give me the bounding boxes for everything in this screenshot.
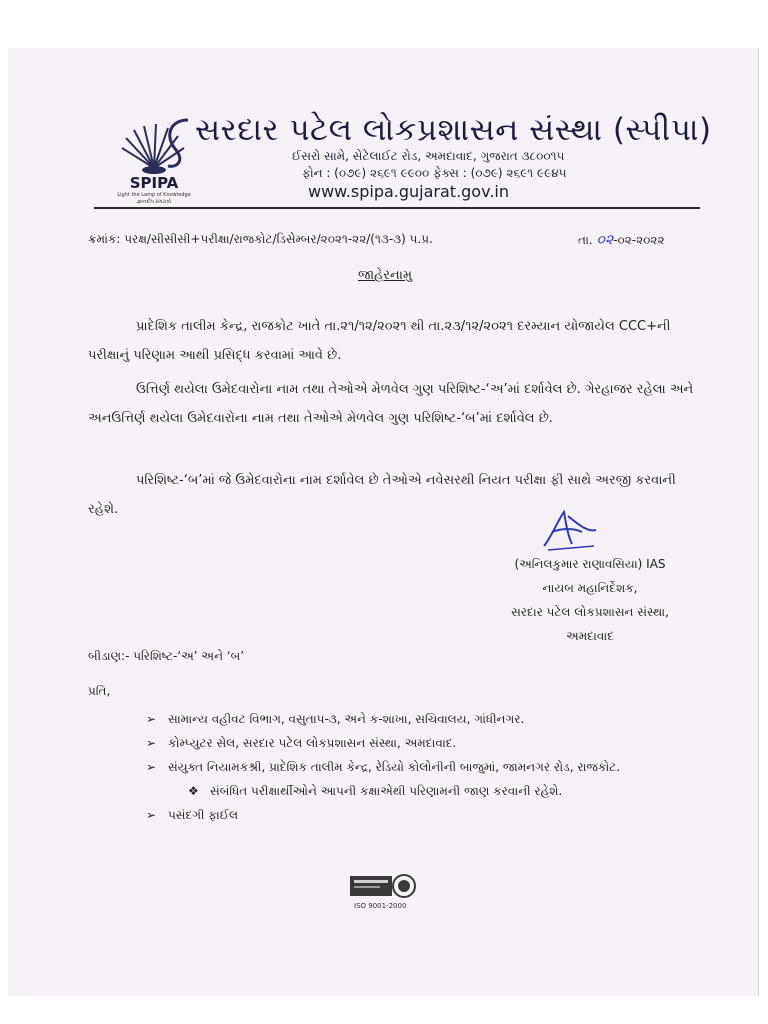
date-prefix: તા. — [578, 233, 593, 247]
recipient-text: પસંદગી ફાઈલ — [168, 808, 239, 822]
signature-block — [470, 552, 710, 648]
list-item — [146, 731, 626, 755]
svg-text:જ્ઞાનદીપ પ્રગટાવો: જ્ઞાનદીપ પ્રગટાવો — [137, 199, 171, 205]
recipient-text: સામાન્ય વહીવટ વિભાગ, વસુતાપ-૩, અને ક-શાખા, સચિવાલય, ગાંધીનગર. — [168, 712, 525, 726]
svg-text:Light the Lamp of Knowledge: Light the Lamp of Knowledge — [117, 192, 191, 198]
reference-number: ક્રમાંક: પરક્ષ/સીસીસી+પરીક્ષા/રાજકોટ/ડિસેમ્બર/૨૦૨૧-૨૨/(૧૩-૩) પ.પ્ર. — [88, 232, 433, 246]
signatory-city: અમદાવાદ — [566, 629, 614, 643]
arrow-bullet-icon: ➢ — [146, 736, 157, 750]
list-item — [146, 755, 626, 779]
header-divider — [94, 207, 700, 209]
org-website-link[interactable]: www.spipa.gujarat.gov.in — [308, 182, 509, 201]
arrow-bullet-icon: ➢ — [146, 760, 157, 774]
recipient-list — [146, 707, 626, 827]
enclosure-line: બીડાણ:- પરિશિષ્ટ-‘અ’ અને ‘બ’ — [88, 649, 245, 663]
paragraph-result-announcement: પ્રાદેશિક તાલીમ કેન્દ્ર, રાજકોટ ખાતે તા.૨૧/૧૨/૨૦૨૧ થી તા.૨૩/૧૨/૨૦૨૧ દરમ્યાન યોજાયેલ CCC+ની પરીક્ષાનું પરિણામ આથી પ્રસિદ્ધ કરવામાં આવે છે. — [88, 319, 671, 363]
org-title: સરદાર પટેલ લોકપ્રશાસન સંસ્થા (સ્પીપા) — [195, 112, 712, 148]
letter-date — [578, 232, 665, 248]
recipient-text: સંયુક્ત નિયામકશ્રી, પ્રાદેશિક તાલીમ કેન્દ્ર, રેડિયો કોલોનીની બાજુમાં, જામનગર રોડ, રાજકોટ. — [168, 760, 621, 774]
list-item — [146, 803, 626, 827]
paragraph-annexures: ઉત્તિર્ણ થયેલા ઉમેદવારોના નામ તથા તેઓએ મેળવેલ ગુણ પરિશિષ્ટ-‘અ’માં દર્શાવેલ છે. ગેરહાજર રહેલા અને અનઉત્તિર્ણ થયેલા ઉમેદવારોના નામ તથા તેઓએ મેળવેલ ગુણ પરિશિષ્ટ-‘બ’માં દર્શાવેલ છે. — [88, 382, 694, 426]
signatory-name: (અનિલકુમાર રાણાવસિયા) IAS — [514, 557, 666, 571]
signatory-organization: સરદાર પટેલ લોકપ્રશાસન સંસ્થા, — [511, 605, 669, 619]
svg-text:SPIPA: SPIPA — [129, 174, 179, 192]
list-item — [146, 707, 626, 731]
paragraph-reapply: પરિશિષ્ટ-‘બ’માં જે ઉમેદવારોના નામ દર્શાવેલ છે તેઓએ નવેસરથી નિયત પરીક્ષા ફી સાથે અરજી કરવાની રહેશે. — [88, 473, 676, 517]
spipa-logo — [104, 116, 204, 206]
sub-item-text: સંબંધિત પરીક્ષાર્થીઓને આપની કક્ષાએથી પરિણામની જાણ કરવાની રહેશે. — [210, 784, 563, 798]
to-label: પ્રતિ, — [88, 684, 111, 698]
org-address: ઈસરો સામે, સેટેલાઈટ રોડ, અમદાવાદ, ગુજરાત ૩૮૦૦૧૫ — [292, 149, 565, 163]
arrow-bullet-icon: ➢ — [146, 808, 157, 822]
diamond-bullet-icon: ❖ — [188, 784, 199, 798]
list-sub-item — [146, 779, 626, 803]
date-suffix: -૦૨-૨૦૨૨ — [613, 233, 665, 247]
handwritten-signature — [538, 506, 600, 556]
org-phone-fax: ફોન : (૦૭૯) ૨૬૯૧ ૯૯૦૦ ફેક્સ : (૦૭૯) ૨૬૯૧ ૯૯૪૫ — [302, 166, 567, 180]
arrow-bullet-icon: ➢ — [146, 712, 157, 726]
date-handwritten: ૦૨ — [596, 232, 614, 248]
recipient-text: કોમ્પ્યુટર સેલ, સરદાર પટેલ લોકપ્રશાસન સંસ્થા, અમદાવાદ. — [168, 736, 457, 750]
iso-certification-text: ISO 9001-2000 — [354, 902, 407, 910]
signatory-designation: નાયબ મહાનિર્દેશક, — [542, 581, 638, 595]
notice-heading: જાહેરનામુ — [358, 268, 413, 283]
